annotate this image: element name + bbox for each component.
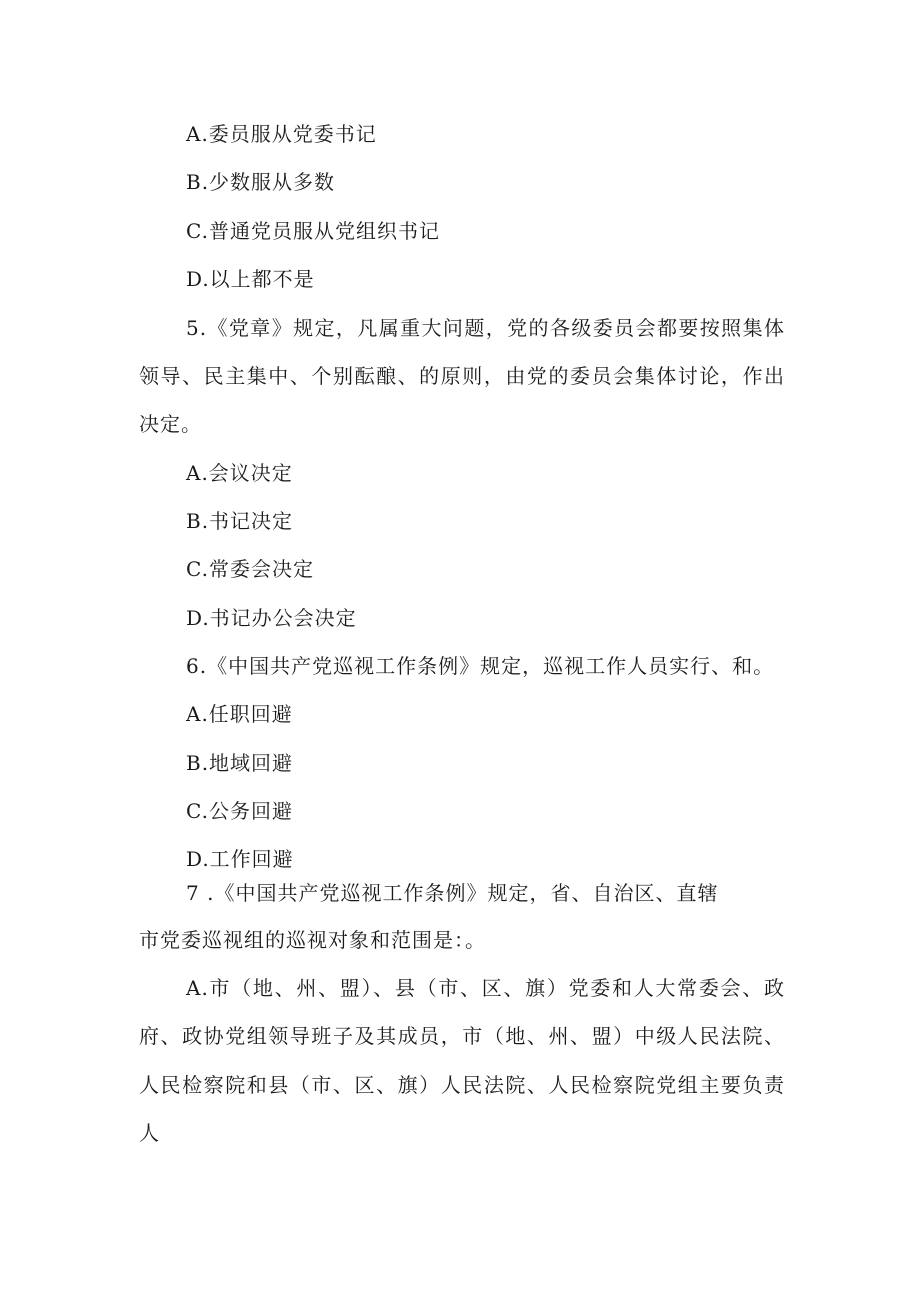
q7-question-line-1: 7 .《中国共产党巡视工作条例》规定，省、自治区、直辖	[186, 881, 719, 905]
q6-option-b: B.地域回避	[186, 751, 294, 775]
q4-option-a: A.委员服从党委书记	[186, 122, 377, 146]
q6-option-d: D.工作回避	[186, 847, 294, 871]
q6-question-line-1: 6.《中国共产党巡视工作条例》规定，巡视工作人员实行、和。	[186, 654, 775, 678]
q7-option-a-line-3: 人民检察院和县（市、区、旗）人民法院、人民检察院党组主要负责	[139, 1073, 785, 1097]
q7-question-line-2: 市党委巡视组的巡视对象和范围是：。	[139, 928, 486, 952]
q5-question-line-1: 5.《党章》规定，凡属重大问题，党的各级委员会都要按照集体	[186, 316, 785, 340]
q6-option-c: C.公务回避	[186, 799, 293, 823]
q5-question-line-3: 决定。	[139, 412, 202, 436]
q7-option-a-line-2: 府、政协党组领导班子及其成员，市（地、州、盟）中级人民法院、	[139, 1024, 785, 1048]
q4-option-d: D.以上都不是	[186, 267, 315, 291]
q4-option-b: B.少数服从多数	[186, 170, 336, 194]
q5-option-c: C.常委会决定	[186, 557, 314, 581]
q7-option-a-line-4: 人	[139, 1121, 160, 1145]
q7-option-a-line-1: A.市（地、州、盟）、县（市、区、旗）党委和人大常委会、政	[186, 976, 785, 1000]
q5-option-b: B.书记决定	[186, 509, 294, 533]
q5-option-d: D.书记办公会决定	[186, 606, 357, 630]
q5-question-line-2: 领导、民主集中、个别酝酿、的原则，由党的委员会集体讨论，作出	[139, 364, 785, 388]
q5-option-a: A.会议决定	[186, 461, 293, 485]
q4-option-c: C.普通党员服从党组织书记	[186, 219, 440, 243]
q6-option-a: A.任职回避	[186, 702, 293, 726]
